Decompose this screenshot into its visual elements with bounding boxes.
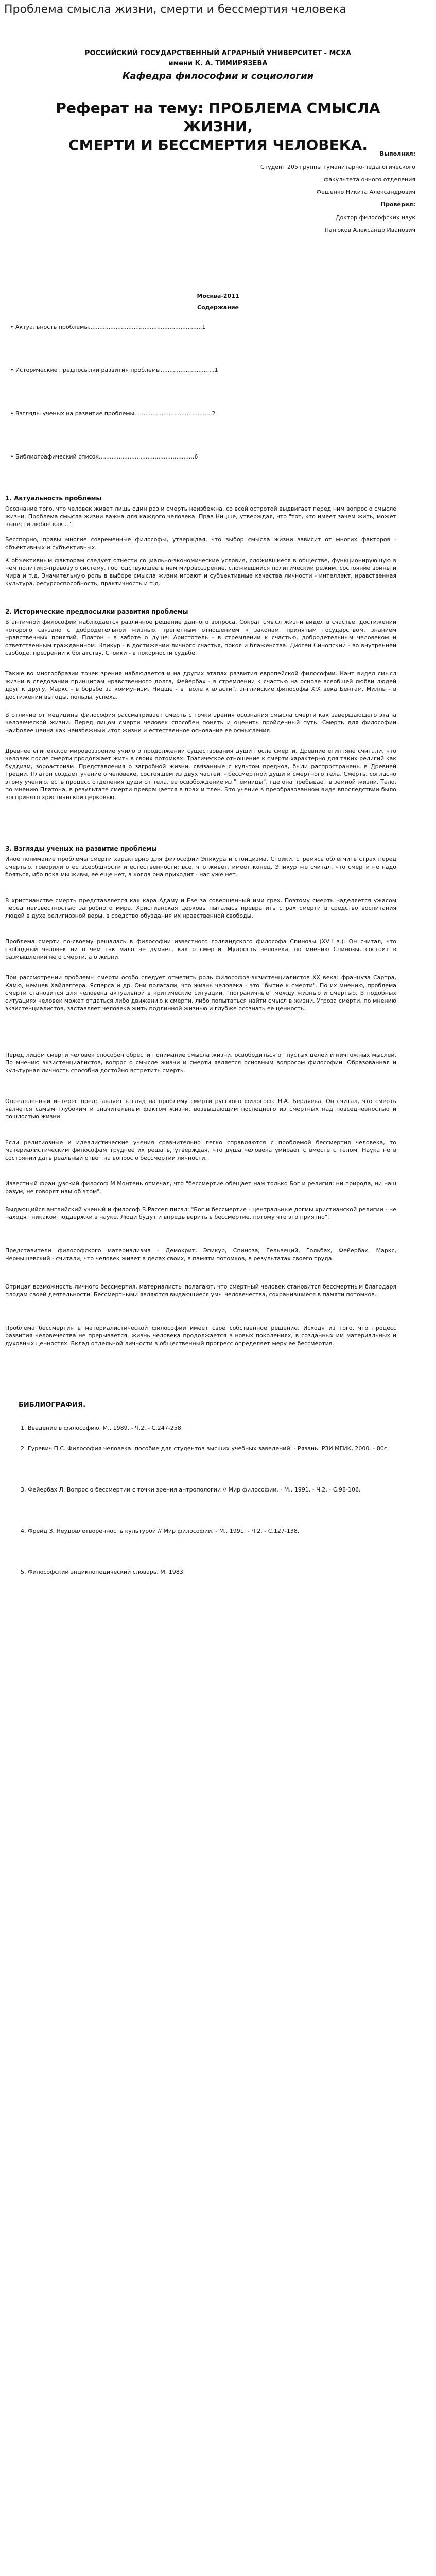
bibliography-item: 2. Гуревич П.С. Философия человека: пособие для студентов высших учебных заведений. - Рязань: РЗИ МГИК, 2000. - 80с. [21, 1445, 389, 1452]
paragraph: В христианстве смерть представляется как кара Адаму и Еве за совершенный ими грех. Поэтому смерть наделяется ужасом перед неизвестностью загробного мира. Христианская церковь пыталась превратить страх смерти в средство воспитания людей в духе религиозной веры, в средство обуздания их нравственной свободы. [5, 897, 396, 919]
paragraph: Также во многообразии точек зрения наблюдается и на других этапах развития европейской философии. Кант видел смысл жизни в следовании принципам нравственного долга, Фейербах - в стремлении к счастью на основе всеобщей любви людей друг к другу, Маркс - в борьбе за коммунизм, Ницше - в "воле к власти", английские философы XIX века Бентам, Милль - в достижении выгоды, пользы, успеха. [5, 670, 396, 700]
paragraph: В античной философии наблюдается различное решение данного вопроса. Сократ смысл жизни видел в счастье, достижении которого связано с добродетельной жизнью, трепетным отношением к законам, принятым государством, знанием нравственных понятий. Платон - в заботе о душе. Аристотель - в стремлении к счастью, добродетельным человеком и ответственным гражданином. Эпикур - в достижении личного счастья, покоя и блаженства. Диоген Синопский - во внутренней свободе, презрении к богатству. Стоики - в покорности судьбе. [5, 619, 396, 656]
toc-item[interactable]: • Библиографический список.....................................................6 [10, 453, 198, 460]
paragraph: Бесспорно, правы многие современные философы, утверждая, что выбор смысла жизни зависит от многих факторов - объективных и субъективных. [5, 536, 396, 551]
paragraph: Выдающийся английский ученый и философ Б.Рассел писал: "Бог и бессмертие - центральные догмы христианской религии - не находят никакой поддержки в науке. Люди будут и впредь верить в бессмертие, потому что это приятно". [5, 1206, 396, 1221]
student-line-3: Фешенко Никита Александрович [316, 189, 415, 195]
section-heading: 1. Актуальность проблемы [5, 495, 102, 502]
paragraph: Если религиозные и идеалистические учения сравнительно легко справляются с проблемой бессмертия человека, то материалистическим философам труднее их решать, утверждая, что душа человека умирает с вместе с телом. Наука не в состоянии дать реальный ответ на вопрос о бессмертии личности. [5, 1139, 396, 1161]
department-name: Кафедра философии и социологии [122, 71, 314, 81]
student-line-2: факультета очного отделения [323, 176, 415, 183]
bibliography-item: 4. Фрейд З. Неудовлетворенность культурой // Мир философии. - М., 1991. - Ч.2. - С.127-138. [21, 1528, 300, 1534]
teacher-line-1: Доктор философских наук [335, 214, 415, 221]
paragraph: Иное понимание проблемы смерти характерно для философии Эпикура и стоицизма. Стоики, стремясь облегчить страх перед смертью, говорили о ее всеобщности и естественности: все, что живет, имеет конец. Эпикур же считал, что смерти не надо бояться, ибо пока мы живы, ее еще нет, а когда она приходит - нас уже нет. [5, 856, 396, 878]
paragraph: Представители философского материализма - Демокрит, Эпикур, Спиноза, Гельвеций, Гольбах, Фейербах, Маркс, Чернышевский - считали, что человек живет в делах своих, в памяти потомков, в результатах своего труда. [5, 1247, 396, 1262]
section-heading: 2. Исторические предпосылки развития проблемы [5, 608, 188, 615]
paragraph: Проблема смерти по-своему решалась в философии известного голландского философа Спинозы (XVII в.). Он считал, что свободный человек ни о чем так мало не думает, как о смерти. Мудрость человека, по мнению Спинозы, состоит в размышлении не о смерти, а о жизни. [5, 938, 396, 960]
paragraph: Древнее египетское мировоззрение учило о продолжении существования души после смерти. Древние египтяне считали, что человек после смерти продолжает жить в своих потомках. Трагическое отношение к смерти характерно для таких религий как буддизм, зороастризм. Представления о загробной жизни, связанные с культом предков, были распространены в Древней Греции. Платон создает учение о человеке, состоящем из двух частей, - бессмертной души и смертного тела. Смерть, согласно этому учению, есть процесс отделения души от тела, ее освобождение из "темницы", где она пребывает в земной жизни. Тело, по мнению Платона, в результате смерти превращается в прах и тлен. Это учение в преобразованном виде впоследствии было воспринято христианской церковью. [5, 748, 396, 801]
paragraph: Перед лицом смерти человек способен обрести понимание смысла жизни, освободиться от пустых целей и ничтожных мыслей. По мнению экзистенциалистов, вопрос о смысле жизни и смерти является основным вопросом философии. Образованная и культурная личность способна достойно встретить смерть. [5, 1052, 396, 1074]
report-title-line-2: ЖИЗНИ, [183, 118, 253, 135]
paragraph: К объективным факторам следует отнести социально-экономические условия, сложившиеся в обществе, функционирующую в нем политико-правовую систему, господствующее в нем мировоззрение, сложившийся политический режим, состояние войны и мира и т.д. Значительную роль в выборе смысла жизни играют и субъективные качества личности - интеллект, нравственная культура, ресурсоспособность, практичность и т.д. [5, 557, 396, 587]
checked-label: Проверил: [380, 201, 415, 208]
university-name-2: имени К. А. ТИМИРЯЗЕВА [168, 60, 268, 67]
bibliography-item: 3. Фейербах Л. Вопрос о бессмертии с точки зрения антропологии // Мир философии. - М., 1991. - Ч.2. - С.98-106. [21, 1486, 361, 1493]
toc-item[interactable]: • Актуальность проблемы...............................................................1 [10, 324, 206, 330]
paragraph: Осознание того, что человек живет лишь один раз и смерть неизбежна, со всей остротой выдвигает перед ним вопрос о смысле жизни. Проблема смысла жизни важна для каждого человека. Прав Ницше, утверждая, что "тот, кто имеет зачем жить, может вынести любое как...". [5, 505, 396, 528]
bibliography-item: 1. Введение в философию, М., 1989. - Ч.2. - С.247-258. [21, 1425, 183, 1431]
done-label: Выполнил: [379, 150, 415, 157]
report-title-line-1: Реферат на тему: ПРОБЛЕМА СМЫСЛА [56, 99, 380, 116]
city-year: Москва-2011 [197, 293, 239, 299]
document-title: Проблема смысла жизни, смерти и бессмертия человека [4, 3, 347, 16]
paragraph: Известный французский философ М.Монтень отмечал, что "бессмертие обещает нам только Бог и религия; ни природа, ни наш разум, не говорят нам об этом". [5, 1180, 396, 1195]
paragraph: Проблема бессмертия в материалистической философии имеет свое собственное решение. Исходя из того, что процесс развития человечества не прерывается, жизнь человека продолжается в новых поколениях, в созданных им материальных и духовных ценностях. Вклад отдельной личности в общественный прогресс определяет меру ее бессмертия. [5, 1325, 396, 1347]
toc-title: Содержание [197, 304, 239, 311]
report-title [0, 99, 436, 155]
toc-item[interactable]: • Исторические предпосылки развития проблемы..............................1 [10, 367, 218, 374]
paragraph: Определенный интерес представляет взгляд на проблему смерти русского философа Н.А. Бердяева. Он считал, что смерть является самым глубоким и значительным фактом жизни, возвышающим последнего из смертных над повседневностью и пошлостью жизни. [5, 1098, 396, 1120]
paragraph: В отличие от медицины философия рассматривает смерть с точки зрения осознания смысла смерти как завершающего этапа человеческой жизни. Перед лицом смерти человек способен понять и оценить пройденный путь. Смерть для философии наиболее ценна как неизбежный итог жизни и естественное основание ее осмысления. [5, 711, 396, 734]
section-heading: 3. Взгляды ученых на развитие проблемы [5, 845, 157, 852]
bibliography-item: 5. Философский энциклопедический словарь. М, 1983. [21, 1569, 185, 1575]
university-name: РОССИЙСКИЙ ГОСУДАРСТВЕННЫЙ АГРАРНЫЙ УНИВЕРСИТЕТ - МСХА [84, 49, 352, 57]
paragraph: Отрицая возможность личного бессмертия, материалисты полагают, что смертный человек становится бессмертным благодаря плодам своей деятельности. Бессмертными являются выдающиеся умы человечества, сохранившиеся в памяти потомков. [5, 1283, 396, 1298]
bibliography-heading: БИБЛИОГРАФИЯ. [19, 1401, 86, 1409]
student-line-1: Студент 205 группы гуманитарно-педагогического [260, 164, 415, 171]
paragraph: При рассмотрении проблемы смерти особо следует отметить роль философов-экзистенциалистов XX века: француза Сартра, Камю, немцев Хайдеггера, Ясперса и др. Они полагали, что жизнь человека - это "бытие к смерти". По их мнению, проблема смерти становится для человека актуальной в критические ситуации, "пограничные" между жизнью и смертью. В подобных ситуациях человек может отдаться либо движению к смерти, либо попытаться найти смысл в жизни. Угроза смерти, по мнению экзистенциалистов, заставляет человека жить подлинной жизнью и глубже осознать ее ценность. [5, 974, 396, 1012]
toc-item[interactable]: • Взгляды ученых на развитие проблемы...........................................2 [10, 410, 216, 417]
report-title-line-3: СМЕРТИ И БЕССМЕРТИЯ ЧЕЛОВЕКА. [68, 137, 368, 154]
teacher-line-2: Панюков Александр Иванович [324, 227, 415, 233]
